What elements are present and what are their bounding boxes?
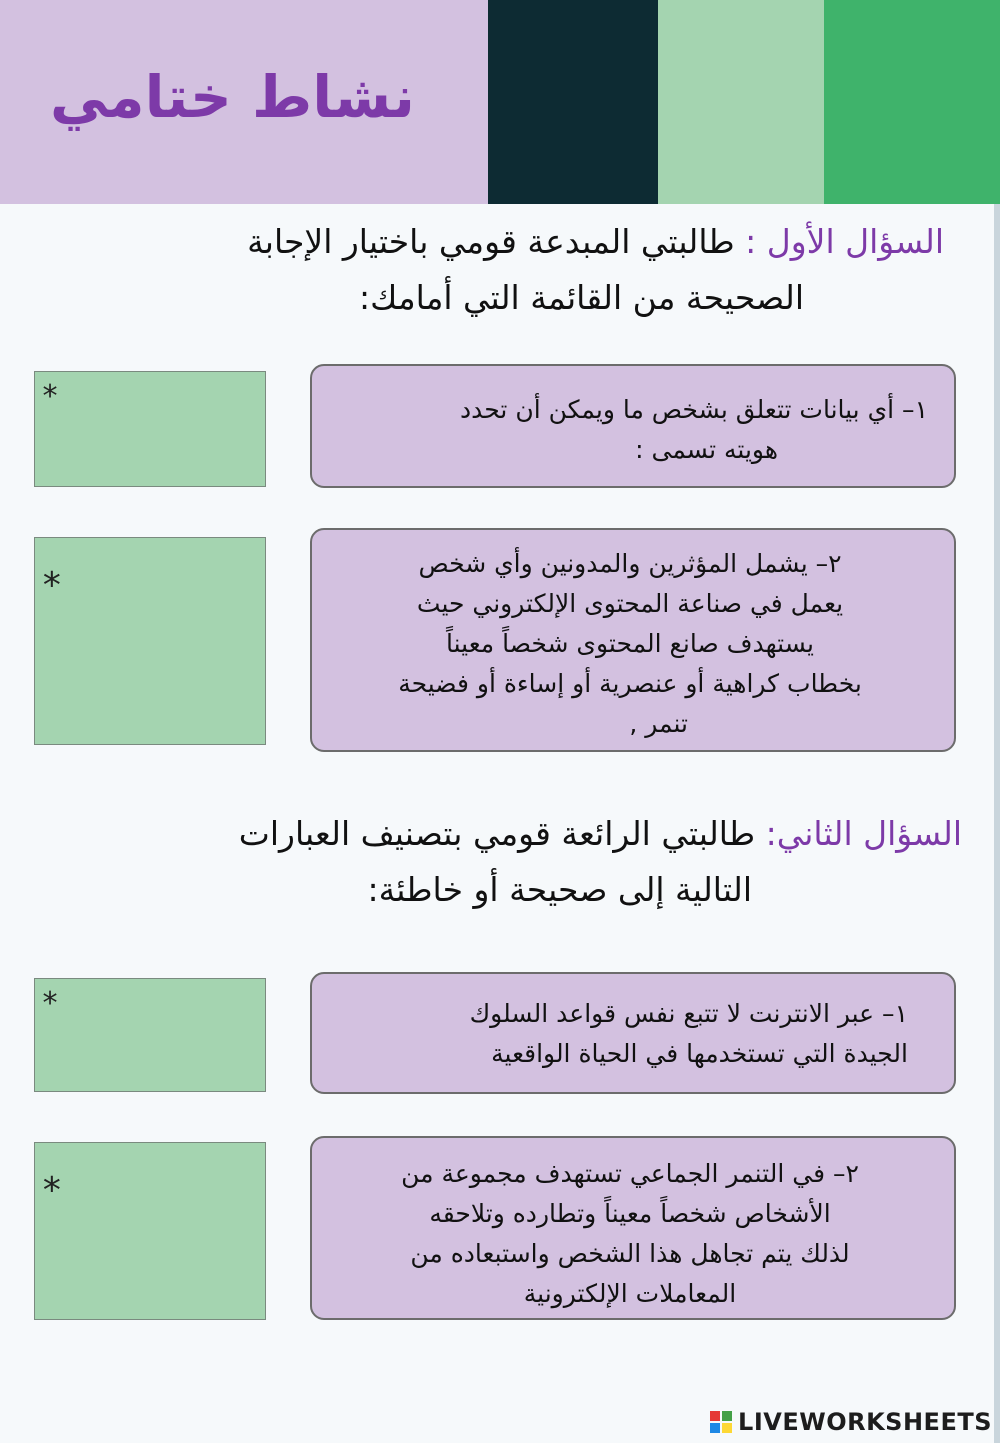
header-banner (0, 0, 1000, 204)
statement-box-q1-2 (310, 528, 956, 752)
statement-box-q2-1 (310, 972, 956, 1094)
answer-box-q2-2[interactable] (34, 1142, 266, 1320)
statement-line: يستهدف صانع المحتوى شخصاً معيناً (446, 629, 814, 658)
statement-line: يعمل في صناعة المحتوى الإلكتروني حيث (416, 589, 844, 618)
statement-line: ٢– يشمل المؤثرين والمدونين وأي شخص (418, 549, 842, 578)
statement-line: ١– عبر الانترنت لا تتبع نفس قواعد السلوك (469, 999, 908, 1028)
footer-brand (710, 1407, 992, 1437)
footer-brand-text: LIVEWORKSHEETS (738, 1408, 992, 1436)
asterisk-marker: * (41, 986, 60, 1021)
question-1-text-line2: الصحيحة من القائمة التي أمامك: (359, 278, 804, 317)
statement-line: , تنمر (629, 709, 688, 738)
statement-line: المعاملات الإلكترونية (523, 1279, 737, 1308)
question-1-label: السؤال الأول : (745, 222, 944, 261)
asterisk-marker: * (41, 1170, 63, 1211)
statement-line: هويته تسمى : (635, 435, 778, 464)
question-2-label: السؤال الثاني: (765, 814, 962, 853)
question-1-text-line1: طالبتي المبدعة قومي باختيار الإجابة (247, 222, 746, 261)
answer-box-q1-1[interactable] (34, 371, 266, 487)
statement-line: لذلك يتم تجاهل هذا الشخص واستبعاده من (410, 1239, 850, 1268)
answer-box-q2-1[interactable] (34, 978, 266, 1092)
page-edge (994, 204, 1000, 1443)
header-dark-band (488, 0, 658, 204)
asterisk-marker: * (41, 379, 60, 414)
question-2-text-line2: التالية إلى صحيحة أو خاطئة: (367, 870, 752, 909)
header-green-band (824, 0, 1000, 204)
statement-line: ٢– في التنمر الجماعي تستهدف مجموعة من (401, 1159, 859, 1188)
statement-line: بخطاب كراهية أو عنصرية أو إساءة أو فضيحة (398, 669, 862, 698)
question-2-heading (30, 806, 962, 918)
statement-line: الجيدة التي تستخدمها في الحياة الواقعية (491, 1039, 908, 1068)
page-title: نشاط ختامي (50, 63, 415, 131)
question-1-heading (40, 214, 944, 326)
question-2-text-line1: طالبتي الرائعة قومي بتصنيف العبارات (238, 814, 766, 853)
liveworksheets-logo-icon (710, 1411, 732, 1433)
header-mint-band (658, 0, 824, 204)
statement-line: الأشخاص شخصاً معيناً وتطارده وتلاحقه (429, 1199, 831, 1228)
statement-box-q2-2 (310, 1136, 956, 1320)
asterisk-marker: * (41, 565, 63, 606)
statement-box-q1-1 (310, 364, 956, 488)
statement-line: ١– أي بيانات تتعلق بشخص ما ويمكن أن تحدد (460, 395, 928, 424)
answer-box-q1-2[interactable] (34, 537, 266, 745)
